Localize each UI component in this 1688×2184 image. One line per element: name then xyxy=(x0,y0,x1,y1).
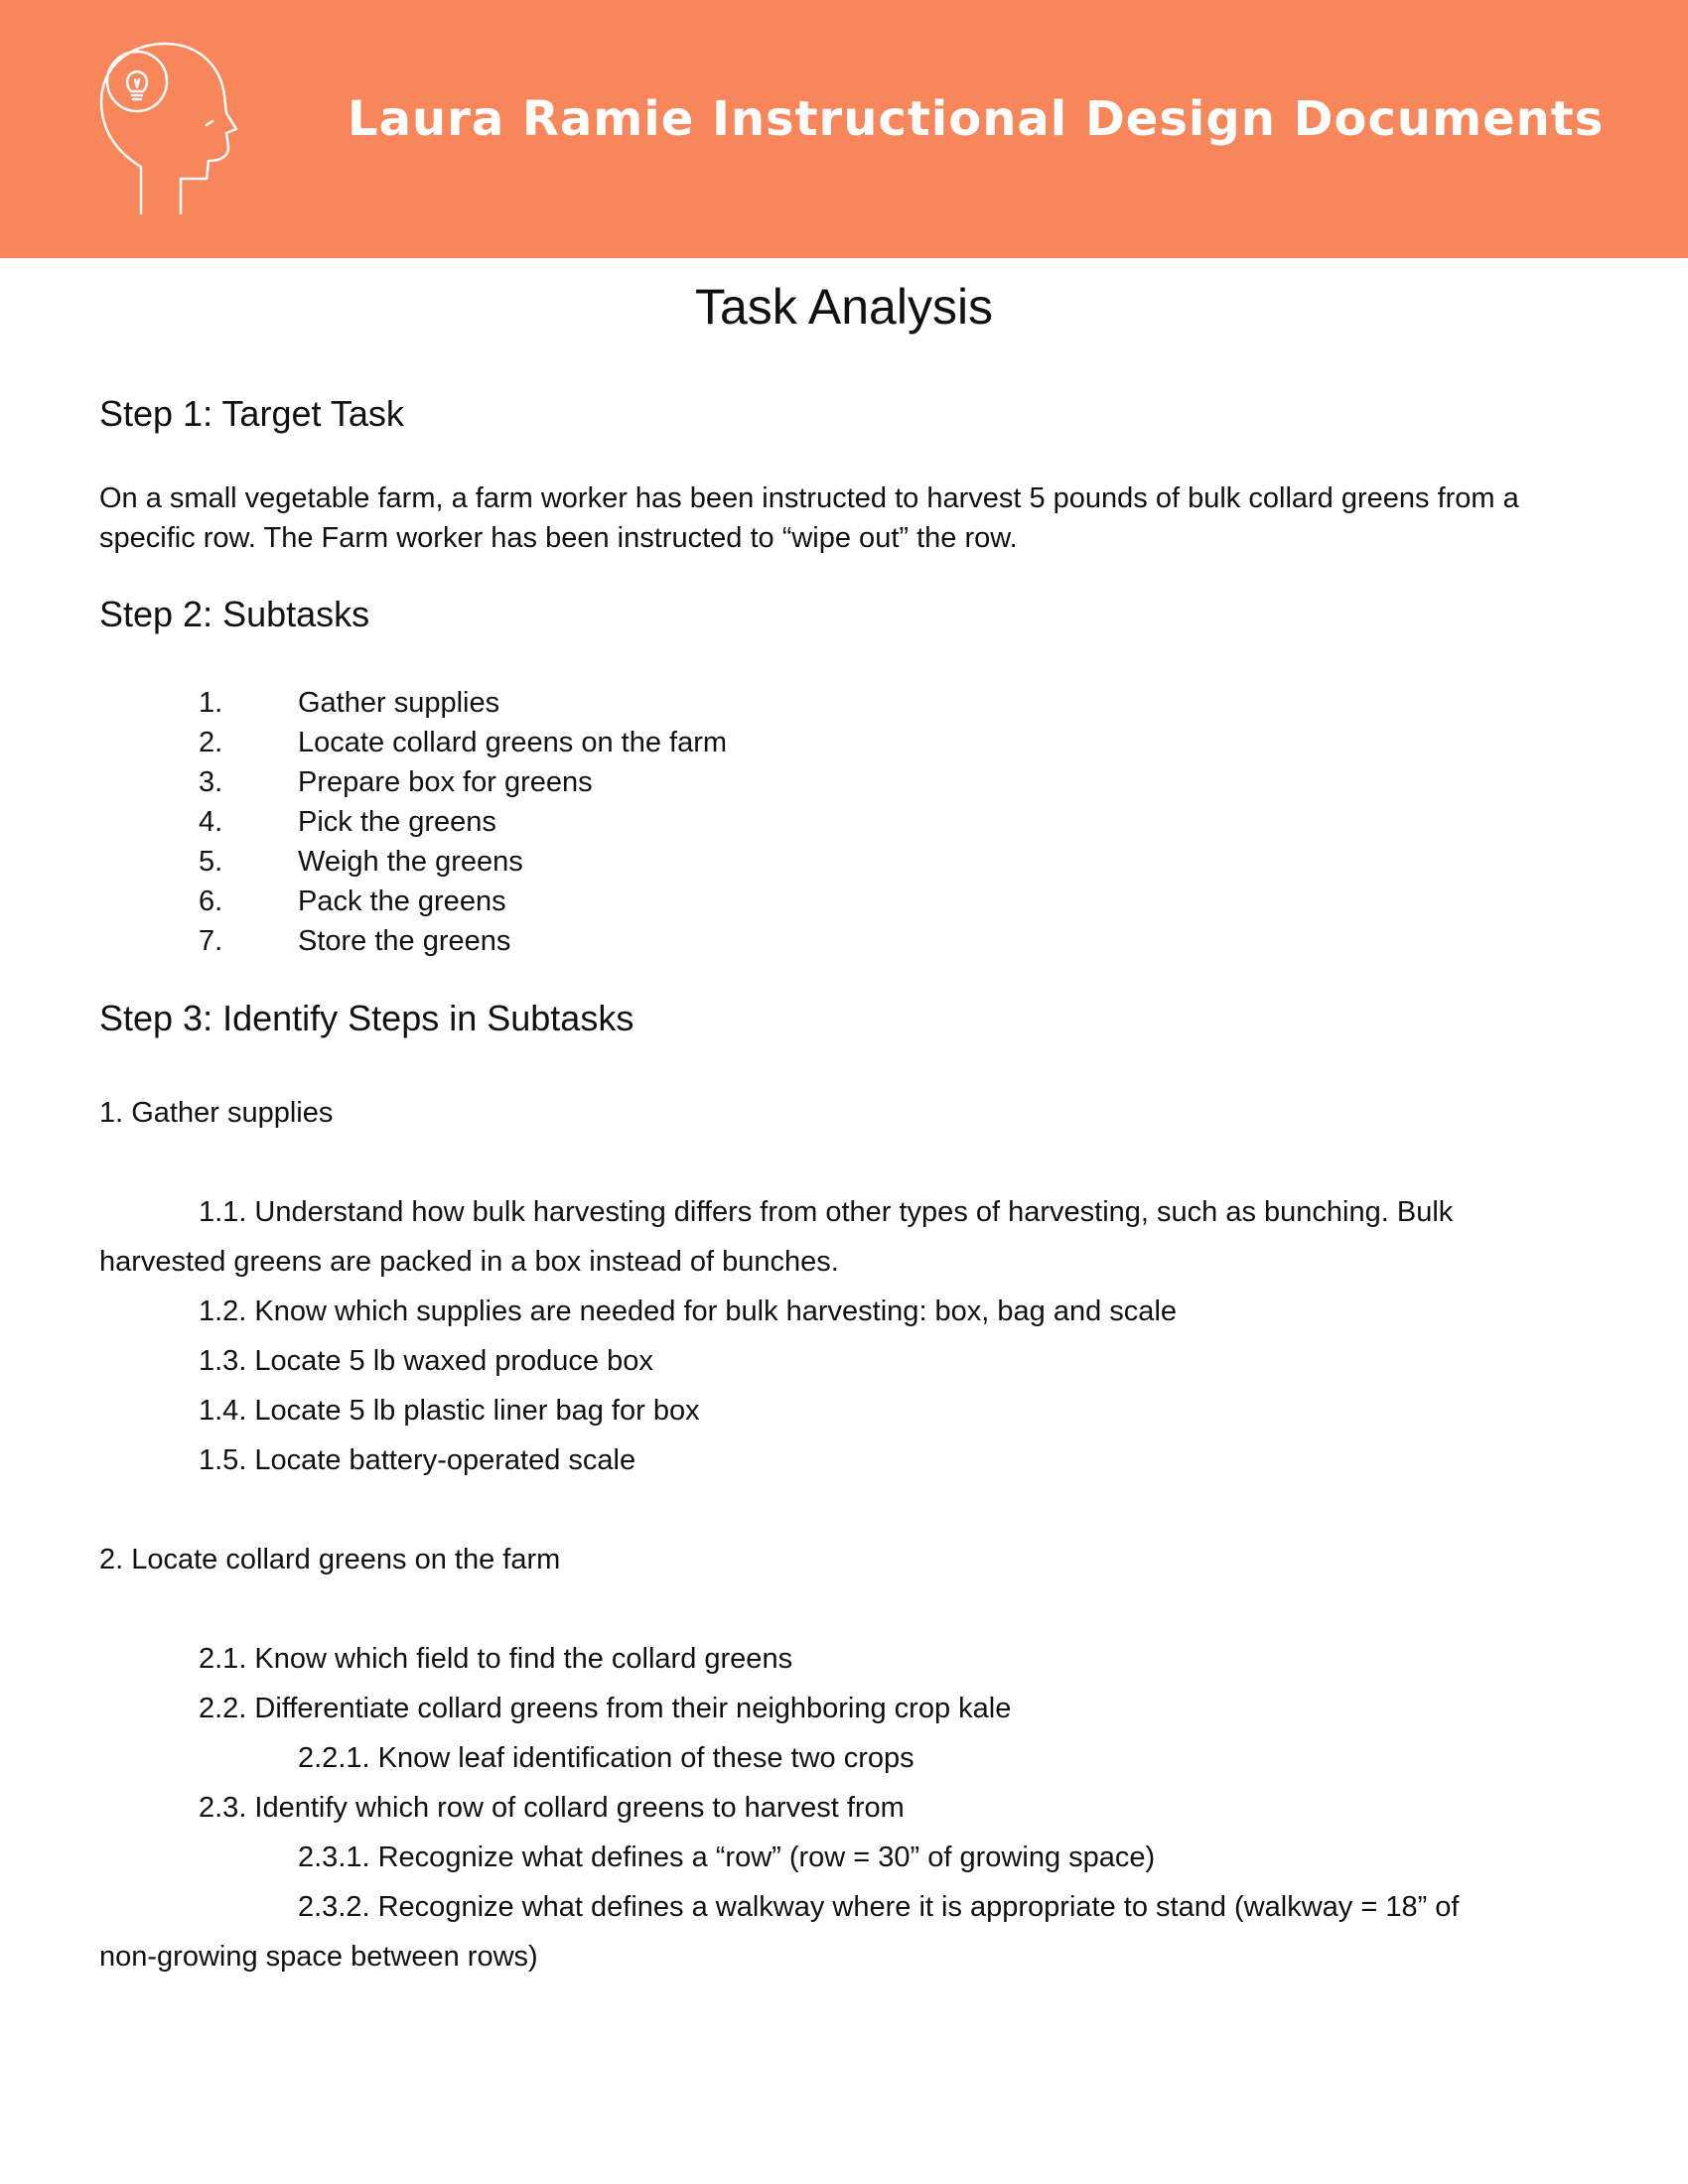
list-item-number: 7. xyxy=(199,925,223,957)
step3-heading: Step 3: Identify Steps in Subtasks xyxy=(99,998,634,1038)
head-lightbulb-icon xyxy=(95,40,244,218)
list-item-label: Locate collard greens on the farm xyxy=(298,727,728,758)
banner-title: Laura Ramie Instructional Design Documents xyxy=(348,91,1605,147)
step-subitem: 2.3.2. Recognize what defines a walkway where it is appropriate to stand (walkway = 18” of xyxy=(298,1891,1460,1923)
step-item: 1.3. Locate 5 lb waxed produce box xyxy=(199,1345,653,1377)
step-item: 2.3. Identify which row of collard greens to harvest from xyxy=(199,1792,905,1824)
step-subitem: 2.3.1. Recognize what defines a “row” (row = 30” of growing space) xyxy=(298,1842,1156,1873)
step1-heading: Step 1: Target Task xyxy=(99,393,404,434)
step-item: 2.2. Differentiate collard greens from their neighboring crop kale xyxy=(199,1693,1012,1724)
list-item-number: 6. xyxy=(199,886,223,917)
list-item-label: Prepare box for greens xyxy=(298,766,593,798)
step-item: 1.5. Locate battery-operated scale xyxy=(199,1444,636,1476)
list-item-number: 3. xyxy=(199,766,223,798)
list-item-label: Pack the greens xyxy=(298,886,506,917)
list-item-number: 5. xyxy=(199,846,223,878)
document-title: Task Analysis xyxy=(694,279,994,335)
list-item-label: Pick the greens xyxy=(298,806,496,838)
step-item-continuation: non-growing space between rows) xyxy=(99,1941,538,1973)
step-item: 1.2. Know which supplies are needed for bulk harvesting: box, bag and scale xyxy=(199,1296,1178,1327)
subtask-group-title: 1. Gather supplies xyxy=(99,1097,334,1129)
subtask-group-title: 2. Locate collard greens on the farm xyxy=(99,1544,561,1575)
step2-heading: Step 2: Subtasks xyxy=(99,594,370,634)
list-item-label: Store the greens xyxy=(298,925,511,957)
list-item-label: Gather supplies xyxy=(298,687,500,719)
list-item-number: 1. xyxy=(199,687,223,719)
list-item-number: 4. xyxy=(199,806,223,838)
step-subitem: 2.2.1. Know leaf identification of these two crops xyxy=(298,1742,914,1774)
step-item: 2.1. Know which field to find the collard greens xyxy=(199,1643,793,1675)
step-item: 1.1. Understand how bulk harvesting differs from other types of harvesting, such as bunching. Bulk xyxy=(199,1196,1454,1228)
list-item-number: 2. xyxy=(199,727,223,758)
step1-text: On a small vegetable farm, a farm worker has been instructed to harvest 5 pounds of bulk collard greens from a specific row. The Farm worker has been instructed to “wipe out” the row. xyxy=(99,482,1519,554)
step-item-continuation: harvested greens are packed in a box instead of bunches. xyxy=(99,1246,839,1278)
step-item: 1.4. Locate 5 lb plastic liner bag for box xyxy=(199,1395,700,1427)
header-banner xyxy=(0,0,1688,258)
list-item-label: Weigh the greens xyxy=(298,846,523,878)
